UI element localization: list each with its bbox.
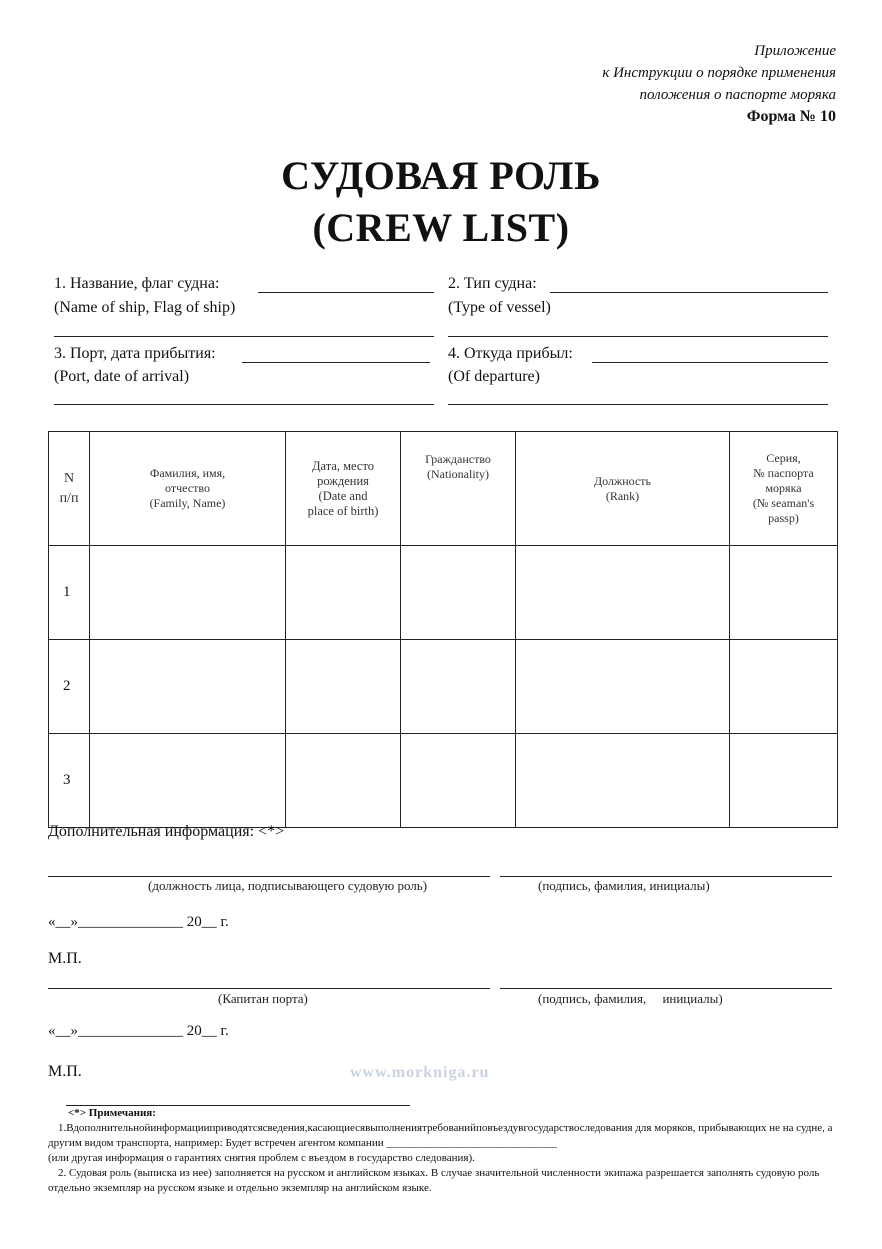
document-title [0,150,882,254]
cell-passport[interactable] [730,734,838,828]
column-header-rank: Должность (Rank) [516,432,730,546]
additional-info-label: Дополнительная информация: <*> [48,823,285,840]
signature-caption-2: (подпись, фамилия, инициалы) [538,991,723,1006]
position-caption: (должность лица, подписывающего судовую роль) [148,878,428,893]
watermark: www.morkniga.ru [350,1064,490,1081]
appendix-header [602,40,836,128]
appendix-line-2: к Инструкции о порядке применения [602,65,836,81]
departure-label: 4. Откуда прибыл: [448,345,573,362]
port-captain-caption: (Капитан порта) [218,991,308,1006]
row-number: 3 [49,734,90,828]
row-number: 1 [49,546,90,640]
cell-name[interactable] [90,546,286,640]
ship-name-line-2[interactable] [54,336,434,337]
cell-rank[interactable] [516,546,730,640]
vessel-type-label: 2. Тип судна: [448,275,537,292]
port-sublabel: (Port, date of arrival) [54,368,190,385]
row-number: 2 [49,640,90,734]
vessel-type-sublabel: (Type of vessel) [448,299,551,316]
position-line[interactable] [48,876,490,877]
column-header-birth: Дата, место рождения (Date and place of birth) [286,432,401,546]
notes-section [48,1106,840,1196]
cell-birth[interactable] [286,734,401,828]
vessel-type-line-2[interactable] [448,336,828,337]
cell-passport[interactable] [730,546,838,640]
ship-name-line[interactable] [258,292,434,293]
vessel-type-line[interactable] [550,292,828,293]
stamp-label-2: М.П. [48,1063,82,1080]
cell-nationality[interactable] [401,640,516,734]
cell-birth[interactable] [286,546,401,640]
signature-caption: (подпись, фамилия, инициалы) [538,878,710,893]
title-line-2: (CREW LIST) [312,205,570,250]
note-1: 1.Вдополнительнойинформацииприводятсясведения,касающиесявыполнениятребованийповъездувгосударствоследования для моряков, прибывающих не на судне, а другим видом транспорта, например: Будет встречен агентом компании _______________________________ [48,1122,833,1149]
table-row [49,546,838,640]
title-line-1: СУДОВАЯ РОЛЬ [281,153,601,198]
ship-name-sublabel: (Name of ship, Flag of ship) [54,299,236,316]
table-row [49,640,838,734]
signature-line[interactable] [500,876,832,877]
column-header-nationality: Гражданство (Nationality) [401,432,516,546]
departure-sublabel: (Of departure) [448,368,540,385]
ship-name-label: 1. Название, флаг судна: [54,275,220,292]
column-header-passport: Серия, № паспорта моряка (№ seaman's passp) [730,432,838,546]
cell-birth[interactable] [286,640,401,734]
table-row [49,734,838,828]
date-field[interactable]: «__»______________ 20__ г. [48,914,229,930]
form-number: Форма № 10 [746,108,836,125]
cell-nationality[interactable] [401,546,516,640]
cell-name[interactable] [90,734,286,828]
date-field-2[interactable]: «__»______________ 20__ г. [48,1023,229,1039]
notes-heading: <*> Примечания: [68,1107,156,1119]
port-captain-line[interactable] [48,988,490,989]
column-header-name: Фамилия, имя, отчество (Family, Name) [90,432,286,546]
note-2: 2. Судовая роль (выписка из нее) заполняется на русском и английском языках. В случае значительной численности экипажа разрешается заполнять судовую роль отдельно экземпляр на русском языке и отдельно экземпляр на английском языке. [48,1167,820,1194]
crew-table [48,431,838,828]
port-label: 3. Порт, дата прибытия: [54,345,216,362]
column-header-number: N п/п [49,432,90,546]
stamp-label: М.П. [48,950,82,967]
departure-line[interactable] [592,362,828,363]
port-line-2[interactable] [54,404,434,405]
appendix-line-3: положения о паспорте моряка [639,87,836,103]
table-header-row [49,432,838,546]
departure-line-2[interactable] [448,404,828,405]
cell-nationality[interactable] [401,734,516,828]
cell-rank[interactable] [516,734,730,828]
signature-line-2[interactable] [500,988,832,989]
cell-name[interactable] [90,640,286,734]
cell-rank[interactable] [516,640,730,734]
port-line[interactable] [242,362,430,363]
cell-passport[interactable] [730,640,838,734]
note-1b: (или другая информация о гарантиях снятия проблем с въездом в государство следования). [48,1152,475,1164]
appendix-line-1: Приложение [754,43,836,59]
